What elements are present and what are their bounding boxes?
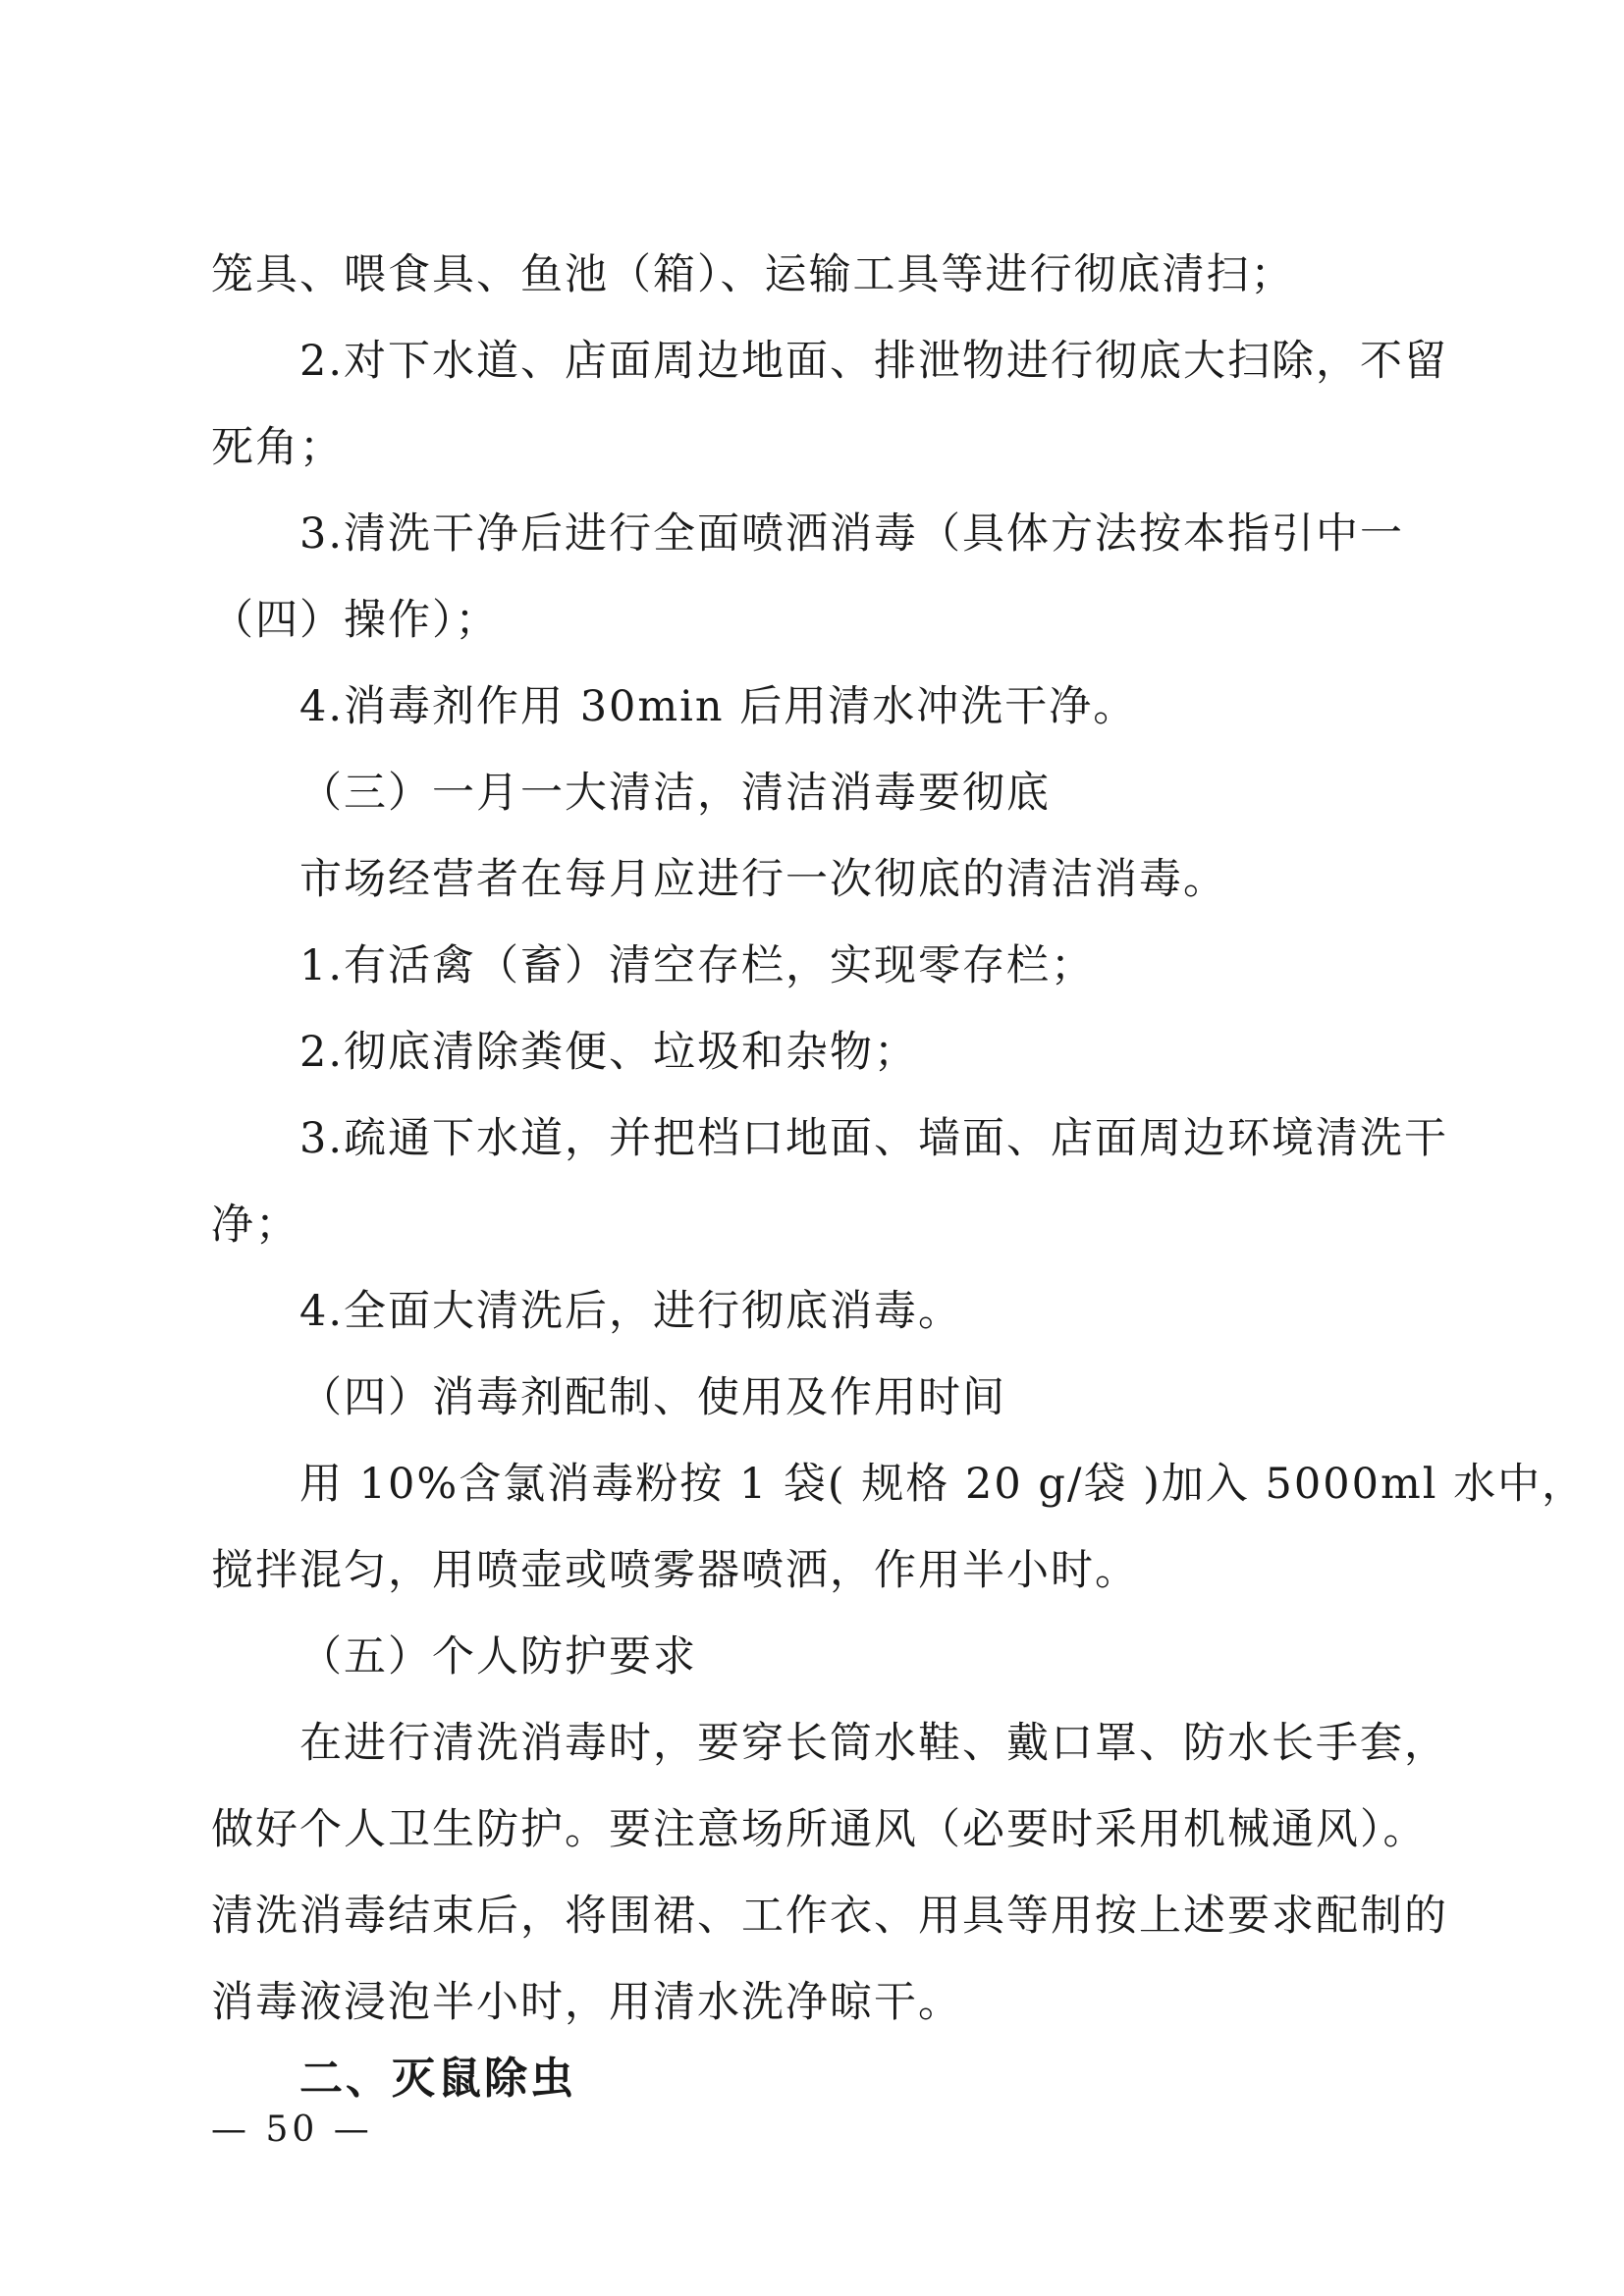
paragraph-line: 净； [211, 1201, 299, 1250]
list-item: 2.对下水道、店面周边地面、排泄物进行彻底大扫除，不留 [299, 337, 1449, 386]
paragraph-line: 清洗消毒结束后，将围裙、工作衣、用具等用按上述要求配制的 [211, 1892, 1448, 1941]
subsection-heading: （三）一月一大清洁，清洁消毒要彻底 [299, 769, 1051, 818]
subsection-heading: （五）个人防护要求 [299, 1632, 697, 1682]
list-item: 4.消毒剂作用 30min 后用清水冲洗干净。 [299, 682, 1138, 731]
list-item: 3.清洗干净后进行全面喷洒消毒（具体方法按本指引中一 [299, 509, 1405, 559]
paragraph-line: 笼具、喂食具、鱼池（箱）、运输工具等进行彻底清扫； [211, 250, 1295, 299]
paragraph-line: 在进行清洗消毒时，要穿长筒水鞋、戴口罩、防水长手套， [299, 1719, 1448, 1768]
section-heading: 二、灭鼠除虫 [299, 2054, 576, 2104]
list-item: 4.全面大清洗后，进行彻底消毒。 [299, 1287, 963, 1336]
paragraph-line: 消毒液浸泡半小时，用清水洗净晾干。 [211, 1978, 962, 2027]
paragraph-line: （四）操作）； [211, 596, 500, 645]
subsection-heading: （四）消毒剂配制、使用及作用时间 [299, 1373, 1006, 1422]
list-item: 3.疏通下水道，并把档口地面、墙面、店面周边环境清洗干 [299, 1114, 1449, 1163]
list-item: 1.有活禽（畜）清空存栏，实现零存栏； [299, 941, 1096, 990]
list-item: 2.彻底清除粪便、垃圾和杂物； [299, 1028, 919, 1077]
paragraph-line: 死角； [211, 423, 344, 472]
paragraph-line: 市场经营者在每月应进行一次彻底的清洁消毒。 [299, 855, 1227, 904]
page-number: — 50 — [211, 2109, 373, 2150]
paragraph-line: 用 10%含氯消毒粉按 1 袋( 规格 20 g/袋 )加入 5000ml 水中， [299, 1460, 1587, 1509]
paragraph-line: 做好个人卫生防护。要注意场所通风（必要时采用机械通风）。 [211, 1805, 1428, 1854]
paragraph-line: 搅拌混匀，用喷壶或喷雾器喷洒，作用半小时。 [211, 1546, 1139, 1595]
